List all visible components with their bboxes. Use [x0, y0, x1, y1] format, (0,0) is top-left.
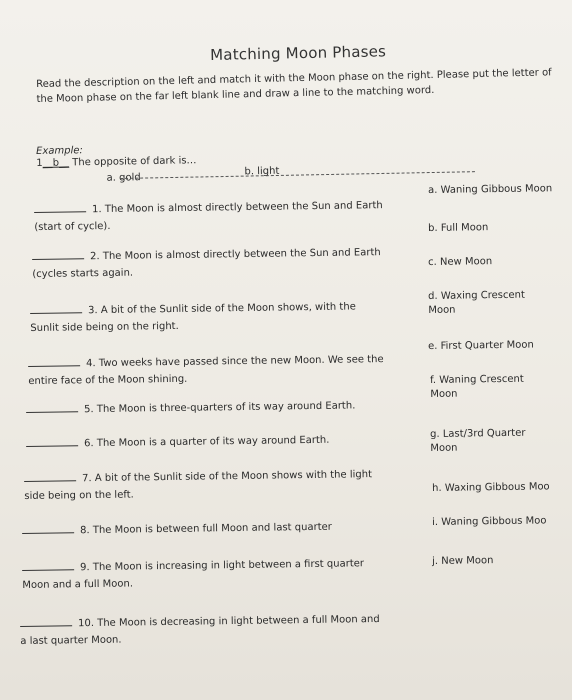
example-option-a: a. gold — [106, 172, 141, 184]
choice-a: a. Waning Gibbous Moon — [428, 183, 553, 196]
answer-blank-9[interactable] — [22, 560, 74, 571]
choice-i: i. Waning Gibbous Moo — [432, 515, 547, 528]
question-1: 1. The Moon is almost directly between the Sun and Earth (start of cycle). — [34, 200, 383, 233]
answer-blank-7[interactable] — [24, 471, 76, 482]
example-block — [36, 138, 496, 184]
answer-blank-1[interactable] — [34, 202, 86, 213]
answer-blank-8[interactable] — [22, 523, 74, 534]
choice-c: c. New Moon — [428, 256, 493, 268]
question-5: 5. The Moon is three-quarters of its way around Earth. — [26, 396, 426, 419]
question-10: 10. The Moon is decreasing in light between a full Moon and a last quarter Moon. — [20, 613, 380, 647]
example-option-b: b. light — [244, 165, 280, 178]
question-7: 7. A bit of the Sunlit side of the Moon shows with the light side being on the left. — [24, 469, 373, 502]
answer-blank-10[interactable] — [20, 616, 72, 627]
question-2: 2. The Moon is almost directly between the Sun and Earth (cycles starts again. — [32, 247, 381, 280]
question-4: 4. Two weeks have passed since the new Moon. We see the entire face of the Moon shining. — [28, 354, 384, 387]
question-3: 3. A bit of the Sunlit side of the Moon shows, with the Sunlit side being on the right. — [30, 301, 356, 334]
example-prompt: The opposite of dark is… — [72, 155, 197, 169]
answer-blank-3[interactable] — [30, 303, 82, 314]
example-label: Example: — [36, 145, 83, 157]
answer-blank-6[interactable] — [26, 436, 78, 447]
question-6: 6. The Moon is a quarter of its way around Earth. — [26, 430, 426, 453]
page-title: Matching Moon Phases — [210, 42, 387, 64]
choice-d: d. Waxing Crescent Moon — [428, 289, 525, 316]
choice-b: b. Full Moon — [428, 222, 489, 234]
choice-g: g. Last/3rd Quarter Moon — [430, 427, 526, 454]
choice-e: e. First Quarter Moon — [428, 339, 534, 352]
instructions-text: Read the description on the left and match it with the Moon phase on the right. Please put the letter of the Moon phase on the far left blank line and draw a line to the matching word. — [36, 67, 552, 105]
answer-blank-5[interactable] — [26, 402, 78, 413]
answer-blank-2[interactable] — [32, 249, 84, 260]
question-8: 8. The Moon is between full Moon and last quarter — [22, 517, 422, 540]
question-9: 9. The Moon is increasing in light between a first quarter Moon and a full Moon. — [22, 558, 365, 591]
example-number: 1 — [36, 157, 43, 169]
example-answer: __b__ — [42, 157, 70, 169]
choice-f: f. Waning Crescent Moon — [430, 373, 524, 400]
answer-blank-4[interactable] — [28, 356, 80, 367]
choice-h: h. Waxing Gibbous Moo — [432, 481, 550, 494]
choice-j: j. New Moon — [432, 555, 494, 567]
example-divider — [120, 171, 475, 179]
